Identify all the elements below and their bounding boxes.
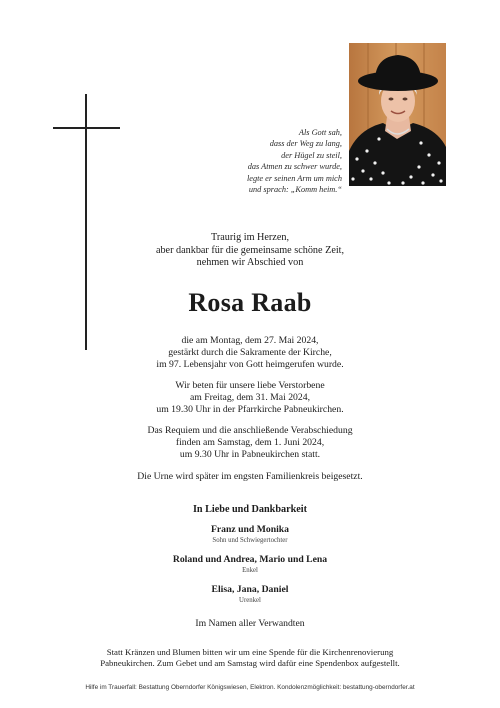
requiem-line: um 9.30 Uhr in Pabneukirchen statt. [179,449,321,460]
family-relation: Enkel [242,567,258,574]
death-line: die am Montag, dem 27. Mai 2024, [181,335,319,346]
closing-line: In Liebe und Dankbarkeit [192,504,308,515]
portrait-photo [349,43,446,186]
donation-line: Statt Kränzen und Blumen bitten wir um eine Spende für die Kirchenrenovierung [106,647,394,657]
death-line: im 97. Lebensjahr von Gott heimgerufen wurde. [156,359,344,370]
deceased-name: Rosa Raab [188,288,312,317]
requiem-line: Das Requiem und die anschließende Verabschiedung [147,425,353,436]
intro-line: Traurig im Herzen, [211,232,289,243]
intro-text [0,232,500,270]
requiem-notice [0,425,500,461]
poem-line: und sprach: „Komm heim.“ [248,185,342,195]
intro-line: aber dankbar für die gemeinsame schöne Zeit, [155,244,345,256]
donation-line: Pabneukirchen. Zum Gebet und am Samstag wird dafür eine Spendenbox aufgestellt. [100,658,400,669]
family-group [0,554,500,575]
death-notice [0,335,500,371]
death-line: gestärkt durch die Sakramente der Kirche, [168,347,332,358]
family-relation: Sohn und Schwiegertochter [212,537,288,544]
prayer-notice [0,380,500,416]
poem-line: der Hügel zu steil, [281,150,342,160]
poem-line: legte er seinen Arm um mich [246,173,342,183]
intro-line: nehmen wir Abschied von [196,257,304,269]
family-relation: Urenkel [239,597,261,604]
requiem-line: finden am Samstag, dem 1. Juni 2024, [175,437,325,448]
poem [182,127,342,195]
family-names: Franz und Monika [210,524,290,535]
family-names: Roland und Andrea, Mario und Lena [172,554,328,565]
all-relatives-line: Im Namen aller Verwandten [195,618,305,629]
poem-line: dass der Weg zu lang, [269,139,342,149]
prayer-line: um 19.30 Uhr in der Pfarrkirche Pabneukirchen. [156,404,344,415]
prayer-line: am Freitag, dem 31. Mai 2024, [190,392,310,403]
donation-note [0,647,500,670]
poem-line: das Atmen zu schwer wurde, [247,162,342,172]
urn-note: Die Urne wird später im engsten Familienkreis beigesetzt. [137,471,363,482]
prayer-line: Wir beten für unsere liebe Verstorbene [175,380,325,391]
family-names: Elisa, Jana, Daniel [211,584,289,595]
family-group [0,584,500,605]
poem-line: Als Gott sah, [298,128,342,137]
footer-text: Hilfe im Trauerfall: Bestattung Oberndorfer Königswiesen, Elektron. Kondolenzmöglichkeit: bestattung-oberndorfer.at [85,684,415,691]
cross-icon-horizontal [53,127,120,129]
family-group [0,524,500,545]
